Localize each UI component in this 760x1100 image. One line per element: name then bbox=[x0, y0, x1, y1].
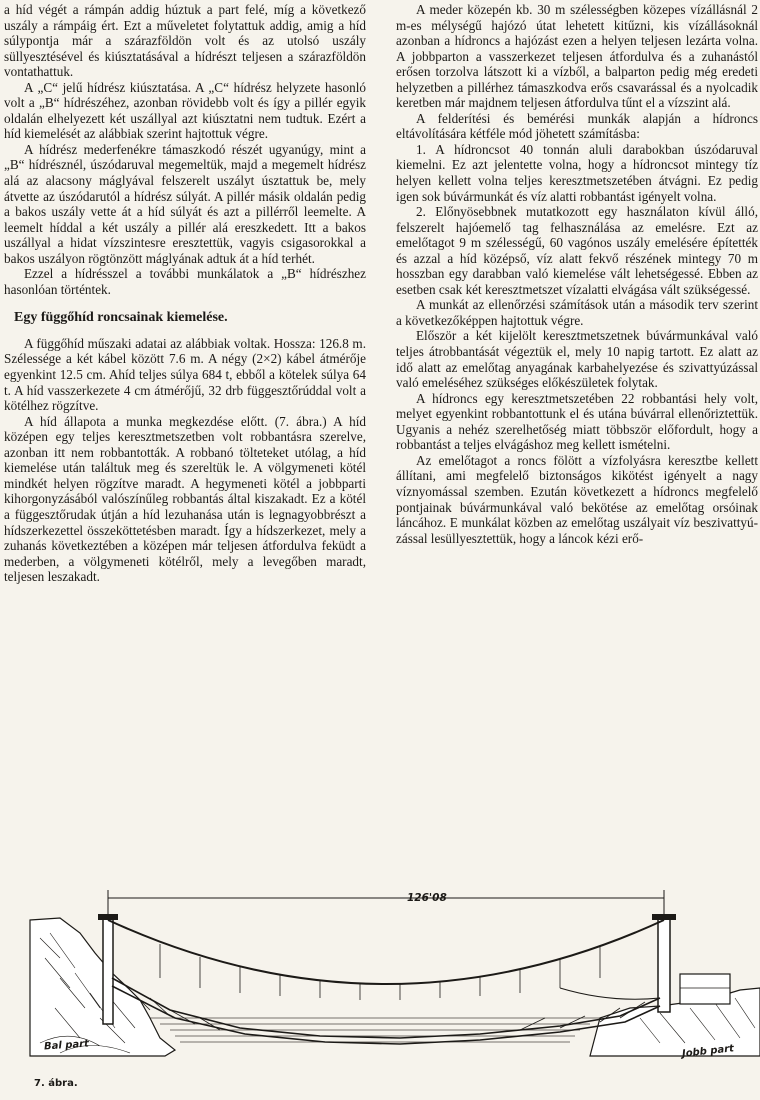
left-pylon bbox=[103, 918, 113, 1024]
span-dimension-label: 126'08 bbox=[407, 892, 447, 904]
section-heading: Egy függőhíd roncsainak kiemelése. bbox=[14, 310, 228, 326]
paragraph: A munkát az ellenőrzési számítások után a második terv szerint a következőképpen hajtottuk végre. bbox=[396, 297, 758, 328]
paragraph: A meder közepén kb. 30 m szélességben közepes vízállásnál 2 m-es mélységű hajózó útat lehetett kitűzni, kis vízállásoknál azonban a hídroncs a hajózást ezen a helyen teljesen lezárta volna. A jobbparton a vasszerkezet teljesen átfordulva és a zuhanástól erősen torzolva látszott ki a vízből, a balparton pedig még eredeti helyzetben a pillérhez támaszkodva erős csavarással és a nyolcadik keretben már majdnem teljesen átfordulva tűnt el a vízszint alá. bbox=[396, 2, 758, 111]
hangers bbox=[160, 944, 600, 1000]
paragraph: 2. Előnyösebbnek mutatkozott egy használaton kívül álló, felszerelt hajóemelő tag felhasználása az emelésre. Ezt az emelőtagot 9 m szélességű, 60 vagónos uszály emelésére építették és azzal a híd középső, víz alatt fekvő részének mintegy 70 m hosszban egy darabban való kiemelése vált lehetségessé. Ebben az esetben csak két keresztmetszet vízalatti elvágása vált szükségessé. bbox=[396, 204, 758, 297]
paragraph: A hídroncs egy keresztmetszetében 22 robbantási hely volt, melyet egyenkint robbantottunk el és utána búvárral ellenőriztettük. Ugyanis a nehéz szerelhetőség miatt többször előfordult, hogy a robbantást a teljes elvágáshoz meg kellett ismételni. bbox=[396, 390, 758, 453]
right-bank-label: Jobb part bbox=[681, 1043, 735, 1060]
paragraph: 1. A hídroncsot 40 tonnán aluli darabokban úszódaruval kiemelni. Ez azt jelentette volna, hogy a hídroncsot mintegy tíz helyen kellett volna teljes keresztmetszetében átvágni. Ez pedig igen sok búvármunkát és víz alatti robbantást igényelt volna. bbox=[396, 141, 758, 204]
bridge-wreck bbox=[112, 978, 660, 1044]
paragraph: Az emelőtagot a roncs fölött a vízfolyásra keresztbe kellett állítani, ami megfelelő biztonságos kikötést igényelt a nagy víznyomással szemben. Ezután következett a hídroncs megfelelő pontjainak búvármunkával való bekötése az emelőtag orsóinak láncához. E munkálat közben az emelőtag uszályait víz beszivattyúzással lesüllyesztettük, hogy a láncok kézi erő- bbox=[396, 452, 758, 546]
paragraph: A „C“ jelű hídrész kiúsztatása. A „C“ hídrész helyzete hasonló volt a „B“ hídrészéhez, azonban rövidebb volt és így a pillér egyik oldalán elhelyezett két uszállyal azt kiúsztatni nem tudtuk. Ezért a híd kiemelését az alábbiak szerint hajtottuk végre. bbox=[4, 79, 366, 142]
paragraph: a híd végét a rámpán addig húztuk a part felé, míg a következő uszály a rámpáig ért. Ezt a műveletet folytattuk addig, amig a híd súlypontja már a szárazföldön volt és az utolsó uszály süllyesztésével és kiúsztatásával a hídrészt teljesen a szárazföldön vontathattuk. bbox=[4, 2, 366, 80]
paragraph: A függőhíd műszaki adatai az alábbiak voltak. Hossza: 126.8 m. Szélessége a két kábel között 7.6 m. A négy (2×2) kábel átmérője egyenkint 12.5 cm. Ahíd teljes súlya 684 t, ebből a kötelek súlya 64 t. A híd vasszerkezete 4 cm átmérőjű, 32 drb függesztőrúddal volt a kötélhez rögzítve. bbox=[4, 335, 366, 414]
figure-caption: 7. ábra. bbox=[34, 1078, 78, 1089]
paragraph: A hídrész mederfenékre támaszkodó részét ugyanúgy, mint a „B“ hídrésznél, úszódaruval megemeltük, majd a megemelt hídrész alá az alacsony máglyával felszerelt uszályt úsztattuk be, mely átvette az úszódarutól a hídrész súlyát. A pillér másik oldalán pedig a bakos uszály vette át a híd súlyát és azt a pillérről leemelte. A leemelt híddal a két uszály a pillér alá ereszkedett. Itt a bakos uszállyal a hidat vízszintesre eresztettük, vagyis csigasorokkal a bakos uszályon rögtönzött máglyának adtuk át a híd terhét. bbox=[4, 141, 366, 266]
paragraph: Ezzel a hídrésszel a további munkálatok a „B“ hídrészhez hasonlóan történtek. bbox=[4, 266, 366, 297]
paragraph: Először a két kijelölt keresztmetszetnek búvármunkával való teljes átrobbantását végeztük el, mely 10 napig tartott. Ez alatt az idő alatt az emelőtag anyagának karbahelyezése és szivattyúzással való emeléséhez szükséges előkészületek folytak. bbox=[396, 328, 758, 391]
left-column bbox=[4, 2, 366, 585]
suspension-bridge-drawing bbox=[0, 878, 760, 1100]
main-cable bbox=[108, 920, 664, 984]
paragraph: A felderítési és bemérési munkák alapján a hídroncs eltávolítására kétféle mód jöhetett számításba: bbox=[396, 110, 758, 142]
left-bank-label: Bal part bbox=[43, 1038, 90, 1053]
bridge-figure bbox=[0, 878, 760, 1100]
paragraph: A híd állapota a munka megkezdése előtt. (7. ábra.) A híd középen egy teljes keresztmetszetben volt robbantásra szerelve, azonban itt nem robbantották. A robbanó tölteteket utólag, a híd kiemelése után találtuk meg és szereltük le. A völgymeneti kötél mindkét helyen rögzítve maradt. A hegymeneti kötél a jobbparti kihorgonyzásából valószínűleg robbantás által kiszakadt. Ez a kötél a függesztőrudak útján a híd lezuhanása után is legnagyobbrészt a hídszerkezettel összeköttetésben maradt. Így a hídszerkezet, mely a zuhanás következtében a középen már teljesen átfordulva feküdt a mederben, a völgymeneti kötélről, mely a levegőben maradt, teljesen leszakadt. bbox=[4, 413, 366, 585]
right-column bbox=[396, 2, 758, 546]
